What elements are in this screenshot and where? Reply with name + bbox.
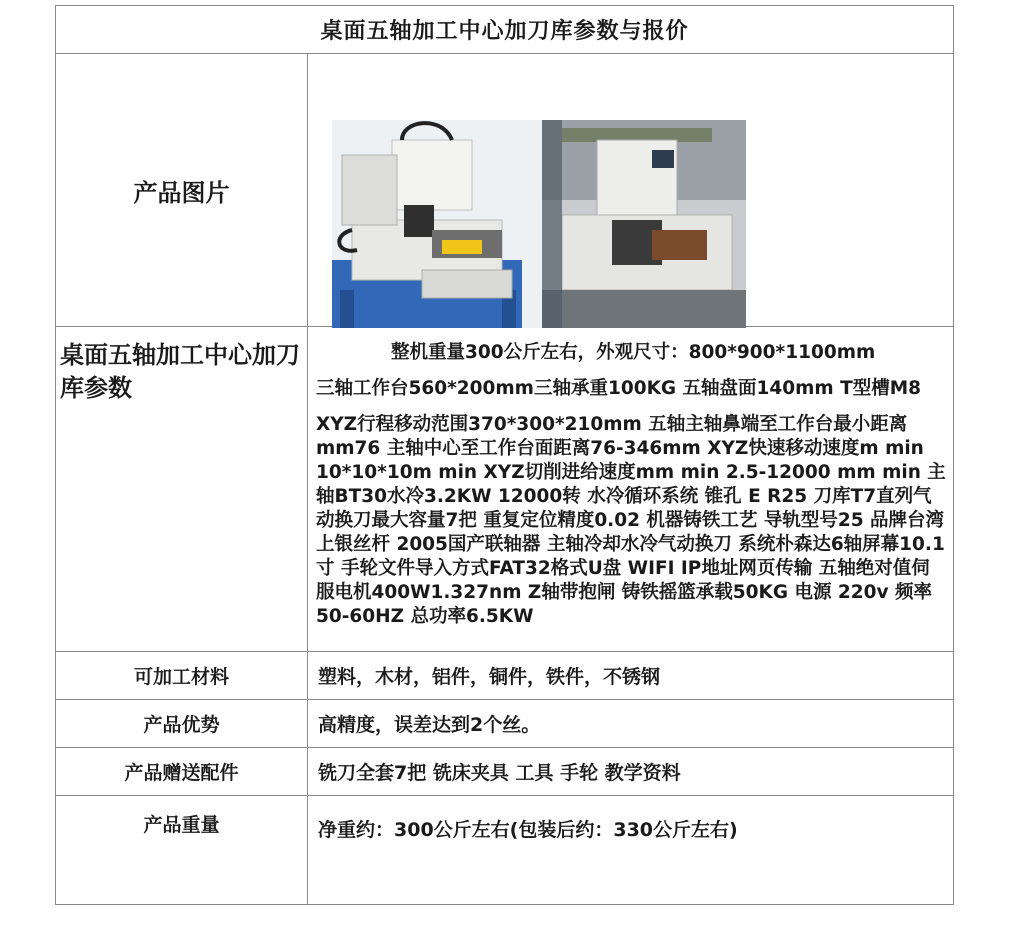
advantage-label: 产品优势 [56,700,308,748]
machine-photo-2 [542,120,746,328]
accessories-value: 铣刀全套7把 铣床夹具 工具 手轮 教学资料 [308,748,954,796]
params-cell [308,327,954,652]
machine-photo-1 [332,120,542,328]
params-line-2: 三轴工作台560*200mm三轴承重100KG 五轴盘面140mm T型槽M8 [316,378,922,399]
product-image-label: 产品图片 [56,54,308,327]
weight-label: 产品重量 [56,796,308,905]
weight-value: 净重约：300公斤左右(包装后约：330公斤左右) [308,796,954,905]
advantage-value: 高精度，误差达到2个丝。 [308,700,954,748]
params-line-3: XYZ行程移动范围370*300*210mm 五轴主轴鼻端至工作台最小距离mm76 主轴中心至工作台面距离76-346mm XYZ快速移动速度m min 10*10*10m min XYZ切削进给速度mm min 2.5-12000 mm min 主轴BT30水冷3.2KW 12000转 水冷循环系统 锥孔 E R25 刀库T7直列气动换刀最大容量7把 重复定位精度0.02 机器铸铁工艺 导轨型号25 品牌台湾上银丝杆 2005国产联轴器 主轴冷却水冷气动换刀 系统朴森达6轴屏幕10.1寸 手轮文件导入方式FAT32格式U盘 WIFI IP地址网页传输 五轴绝对值伺服电机400W1.327nm Z轴带抱闸 铸铁摇篮承载50KG 电源 220v 频率 50-60HZ 总功率6.5KW [316,414,946,627]
spec-table [55,5,954,905]
params-line-1: 整机重量300公斤左右，外观尺寸：800*900*1100mm [391,342,876,363]
table-title: 桌面五轴加工中心加刀库参数与报价 [56,6,954,54]
params-label: 桌面五轴加工中心加刀库参数 [56,327,308,652]
materials-value: 塑料，木材，铝件，铜件，铁件，不锈钢 [308,652,954,700]
materials-label: 可加工材料 [56,652,308,700]
accessories-label: 产品赠送配件 [56,748,308,796]
product-images-cell [308,54,954,327]
